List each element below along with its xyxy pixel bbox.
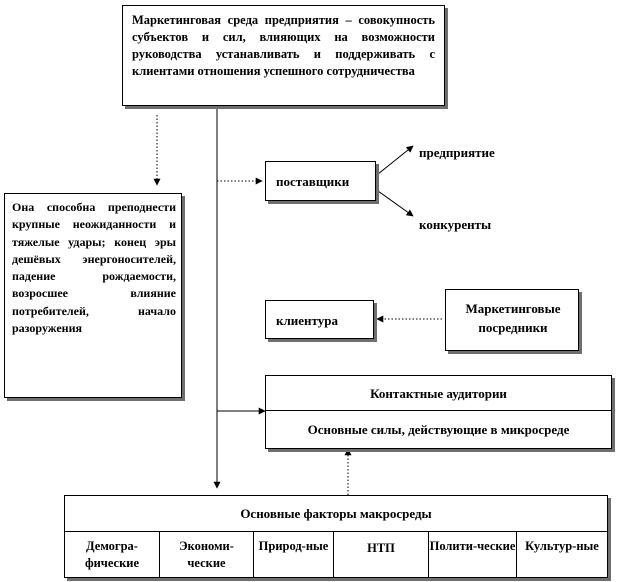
factor-scitech: НТП bbox=[334, 532, 429, 578]
factor-demographic: Демогра-фические bbox=[65, 532, 160, 578]
factor-natural: Природ-ные bbox=[254, 532, 334, 578]
clientele-box bbox=[265, 300, 374, 339]
suppliers-label: поставщики bbox=[276, 174, 350, 189]
microenvironment-box bbox=[265, 375, 612, 449]
suppliers-box bbox=[265, 161, 376, 201]
arrow-to-enterprise bbox=[378, 146, 413, 174]
microenvironment-divider bbox=[266, 410, 611, 411]
intermediaries-box bbox=[445, 289, 579, 351]
macro-box bbox=[64, 495, 608, 578]
macro-factors-row bbox=[65, 531, 607, 578]
contact-audiences-label: Контактные аудитории bbox=[370, 386, 507, 401]
clientele-label: клиентура bbox=[276, 313, 338, 328]
micro-forces-label: Основные силы, действующие в микросреде bbox=[307, 422, 570, 437]
arrow-to-competitors bbox=[378, 191, 413, 216]
note-box bbox=[4, 193, 182, 398]
definition-text: Маркетинговая среда предприятия – совокупность субъектов и сил, влияющих на возможности руководства устанавливать и поддерживать с клиентами отношения успешного сотрудничества bbox=[132, 13, 435, 78]
macro-title: Основные факторы макросреды bbox=[240, 506, 432, 521]
factor-cultural: Культур-ные bbox=[525, 539, 599, 553]
factor-economic: Экономи-ческие bbox=[160, 532, 254, 578]
definition-box bbox=[122, 5, 445, 106]
intermediaries-label: Маркетинговые посредники bbox=[465, 301, 561, 335]
factor-political: Полити-ческие bbox=[429, 532, 517, 578]
enterprise-label: предприятие bbox=[419, 145, 495, 160]
competitors-label: конкуренты bbox=[419, 217, 492, 232]
note-text: Она способна преподнести крупные неожиданности и тяжелые удары; конец эры дешёвых энергоносителей, падение рождаемости, возросшее влияние потребителей, начало разоружения bbox=[12, 200, 176, 336]
